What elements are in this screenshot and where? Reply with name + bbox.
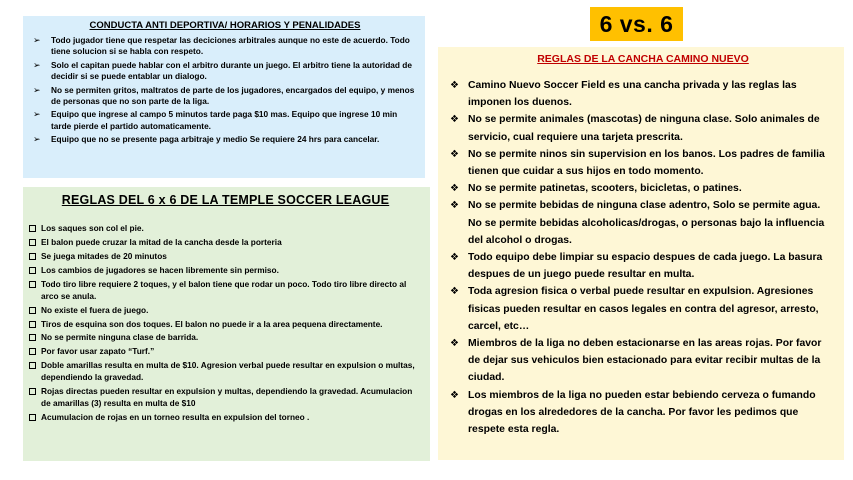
arrow-right-icon: ➢ [33, 134, 41, 145]
format-badge [590, 7, 683, 41]
list-item: ❖ No se permite patinetas, scooters, bicicletas, o patines. [450, 180, 836, 197]
checkbox-icon [29, 267, 36, 274]
diamond-bullet-icon: ❖ [450, 252, 459, 264]
checkbox-icon [29, 334, 36, 341]
camino-list [450, 77, 836, 438]
list-item: ❖ Todo equipo debe limpiar su espacio despues de cada juego. La basura despues de un juego puede resultar en multa. [450, 249, 836, 283]
diamond-bullet-icon: ❖ [450, 338, 459, 350]
list-item: ❖ No se permite animales (mascotas) de ninguna clase. Solo animales de servicio, cual requiere una tarjeta prescrita. [450, 111, 836, 145]
list-item: Se juega mitades de 20 minutos [29, 251, 422, 263]
checkbox-icon [29, 307, 36, 314]
checkbox-icon [29, 321, 36, 328]
conduct-title: CONDUCTA ANTI DEPORTIVA/ HORARIOS Y PENALIDADES [89, 20, 361, 31]
diamond-bullet-icon: ❖ [450, 183, 459, 195]
list-item: ➢ No se permiten gritos, maltratos de parte de los jugadores, encargados del equipo, y menos de personas que no son parte de la liga. [33, 84, 415, 107]
list-item: Los cambios de jugadores se hacen libremente sin permiso. [29, 265, 422, 277]
list-item: ➢ Equipo que no se presente paga arbitraje y medio Se requiere 24 hrs para cancelar. [33, 134, 380, 145]
list-item: Rojas directas pueden resultar en expulsion y multas, dependiendo la gravedad. Acumulacion de amarillas (3) resulta en multa de $10 [29, 386, 422, 409]
list-item: ❖ Los miembros de la liga no pueden estar bebiendo cerveza o fumando drogas en los alrededores de la cancha. Por favor les pedimos que respete esta regla. [450, 387, 836, 439]
checkbox-icon [29, 225, 36, 232]
list-item: No existe el fuera de juego. [29, 305, 422, 317]
conduct-rules-panel [23, 16, 425, 178]
conduct-list [33, 35, 417, 146]
checkbox-icon [29, 239, 36, 246]
diamond-bullet-icon: ❖ [450, 286, 459, 298]
list-item: ❖ Toda agresion fisica o verbal puede resultar en expulsion. Agresiones fisicas pueden resultar en casos legales en contra del agresor, arresto, carcel, etc… [450, 283, 836, 335]
temple-title: REGLAS DEL 6 x 6 DE LA TEMPLE SOCCER LEAGUE [61, 193, 390, 207]
list-item: ❖ No se permite ninos sin supervision en los banos. Los padres de familia tienen que cuidar a sus hijos en todo momento. [450, 146, 836, 180]
list-item: ❖ No se permite bebidas de ninguna clase adentro, Solo se permite agua. No se permite bebidas alcoholicas/drogas, o personas bajo la influencia del alcohol o drogas. [450, 197, 836, 249]
checkbox-icon [29, 348, 36, 355]
checkbox-icon [29, 281, 36, 288]
list-item: ❖ Camino Nuevo Soccer Field es una cancha privada y las reglas las imponen los duenos. [450, 77, 836, 111]
checkbox-icon [29, 253, 36, 260]
arrow-right-icon: ➢ [33, 35, 41, 45]
diamond-bullet-icon: ❖ [450, 200, 459, 212]
list-item: Los saques son col el pie. [29, 223, 422, 235]
temple-list [29, 223, 422, 423]
list-item: ➢ Equipo que ingrese al campo 5 minutos tarde paga $10 mas. Equipo que ingrese 10 min tarde pierde el partido automaticamente. [33, 109, 398, 131]
format-badge-text: 6 vs. 6 [599, 10, 674, 37]
arrow-right-icon: ➢ [33, 84, 41, 95]
temple-league-rules-panel [23, 187, 430, 461]
list-item: Tiros de esquina son dos toques. El balon no puede ir a la area pequena directamente. [29, 319, 422, 331]
list-item: Doble amarillas resulta en multa de $10. Agresion verbal puede resultar en expulsion o multas, dependiendo la gravedad. [29, 360, 422, 383]
list-item: El balon puede cruzar la mitad de la cancha desde la porteria [29, 237, 422, 249]
list-item: Por favor usar zapato “Turf.” [29, 346, 422, 358]
checkbox-icon [29, 388, 36, 395]
list-item: Acumulacion de rojas en un torneo resulta en expulsion del torneo . [29, 412, 422, 424]
diamond-bullet-icon: ❖ [450, 114, 459, 126]
arrow-right-icon: ➢ [33, 109, 41, 120]
diamond-bullet-icon: ❖ [450, 148, 459, 160]
list-item: No se permite ninguna clase de barrida. [29, 332, 422, 344]
arrow-right-icon: ➢ [33, 59, 41, 70]
list-item: ➢ Todo jugador tiene que respetar las deciciones arbitrales aunque no este de acuerdo. Todo tiene solucion si se habla con respeto. [33, 35, 410, 57]
checkbox-icon [29, 362, 36, 369]
diamond-bullet-icon: ❖ [450, 389, 459, 401]
camino-title: REGLAS DE LA CANCHA CAMINO NUEVO [537, 53, 749, 65]
list-item: Todo tiro libre requiere 2 toques, y el balon tiene que rodar un poco. Todo tiro libre directo al arco se anula. [29, 279, 422, 302]
diamond-bullet-icon: ❖ [450, 80, 459, 91]
list-item: ➢ Solo el capitan puede hablar con el arbitro durante un juego. El arbitro tiene la autoridad de decidir si se puede entablar un dialogo. [33, 59, 412, 82]
checkbox-icon [29, 414, 36, 421]
camino-nuevo-rules-panel [438, 47, 844, 460]
list-item: ❖ Miembros de la liga no deben estacionarse en las areas rojas. Por favor de dejar sus vehiculos bien estacionado para evitar recibir multas de la ciudad. [450, 335, 836, 387]
